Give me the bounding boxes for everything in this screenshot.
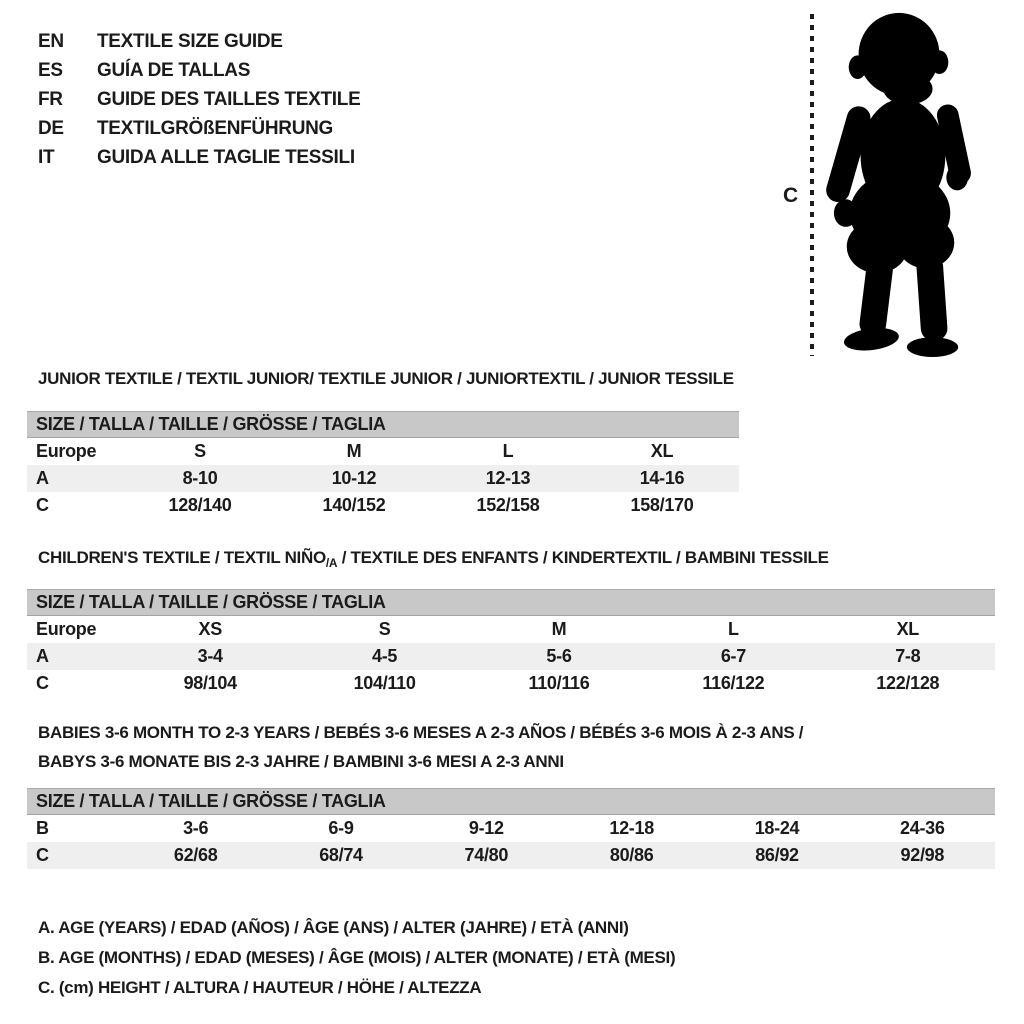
age-cell: 6-9 (328, 818, 354, 838)
note-b-age-months: B. AGE (MONTHS) / EDAD (MESES) / ÂGE (MOIS) / ALTER (MONATE) / ETÀ (MESI) (38, 948, 676, 967)
legend-notes (38, 913, 675, 1003)
row-label: Europe (36, 619, 97, 639)
children-table-header: SIZE / TALLA / TAILLE / GRÖSSE / TAGLIA (27, 589, 995, 616)
lang-title: GUIDE DES TAILLES TEXTILE (97, 88, 361, 110)
height-cell: 86/92 (755, 845, 799, 865)
children-size-table (27, 589, 995, 697)
height-cell: 80/86 (609, 845, 654, 865)
lang-title: GUÍA DE TALLAS (97, 59, 251, 81)
age-cell: 5-6 (546, 646, 572, 666)
table-row-height-cm (27, 670, 995, 697)
babies-title-line1: BABIES 3-6 MONTH TO 2-3 YEARS / BEBÉS 3-6 MESES A 2-3 AÑOS / BÉBÉS 3-6 MOIS À 2-3 ANS / (38, 723, 804, 742)
row-label: C (36, 673, 49, 693)
age-cell: 24-36 (900, 818, 945, 838)
age-cell: 14-16 (639, 468, 685, 488)
lang-title: TEXTILGRÖßENFÜHRUNG (97, 117, 334, 139)
lang-row-en (38, 27, 360, 56)
row-label: A (36, 646, 49, 666)
size-cell: L (728, 619, 739, 639)
lang-code: IT (38, 146, 55, 168)
age-cell: 10-12 (331, 468, 377, 488)
lang-code: EN (38, 30, 64, 52)
age-cell: 18-24 (754, 818, 800, 838)
table-row-age-months (27, 815, 995, 842)
height-cell: 68/74 (319, 845, 363, 865)
lang-code: ES (38, 59, 63, 81)
height-cell: 92/98 (900, 845, 945, 865)
height-cell: 122/128 (876, 673, 940, 693)
age-cell: 7-8 (895, 646, 921, 666)
height-measure-dotted-line (810, 14, 814, 356)
babies-table-header: SIZE / TALLA / TAILLE / GRÖSSE / TAGLIA (27, 788, 995, 815)
row-label: C (36, 845, 49, 865)
age-cell: 8-10 (182, 468, 218, 488)
babies-size-table (27, 788, 995, 869)
table-row-height-cm (27, 842, 995, 869)
table-row-age-years (27, 643, 995, 670)
height-cell: 128/140 (168, 495, 232, 515)
height-cell: 62/68 (173, 845, 218, 865)
babies-section-title (38, 718, 803, 776)
height-measure-label: C (783, 184, 799, 207)
age-cell: 12-13 (485, 468, 531, 488)
children-section-title (38, 548, 829, 570)
children-title-pre: CHILDREN'S TEXTILE / TEXTIL NIÑO (38, 548, 326, 567)
size-cell: S (378, 619, 391, 639)
height-cell: 74/80 (464, 845, 509, 865)
children-title-post: / TEXTILE DES ENFANTS / KINDERTEXTIL / BAMBINI TESSILE (337, 548, 829, 567)
age-cell: 3-6 (183, 818, 209, 838)
height-cell: 104/110 (353, 673, 416, 693)
table-row-europe (27, 438, 739, 465)
lang-row-es (38, 56, 360, 85)
lang-title: TEXTILE SIZE GUIDE (97, 30, 283, 52)
age-cell: 3-4 (197, 646, 223, 666)
size-cell: XS (198, 619, 222, 639)
language-title-list (38, 27, 360, 172)
size-cell: S (194, 441, 206, 461)
height-cell: 98/104 (183, 673, 237, 693)
height-cell: 110/116 (528, 673, 590, 693)
lang-code: DE (38, 117, 64, 139)
lang-row-de (38, 114, 360, 143)
size-cell: M (346, 441, 362, 461)
junior-table-header: SIZE / TALLA / TAILLE / GRÖSSE / TAGLIA (27, 411, 739, 438)
table-row-height-cm (27, 492, 739, 519)
lang-code: FR (38, 88, 63, 110)
size-cell: M (551, 619, 567, 639)
size-cell: XL (650, 441, 674, 461)
size-cell: XL (896, 619, 919, 639)
age-cell: 4-5 (372, 646, 398, 666)
height-cell: 140/152 (322, 495, 386, 515)
table-row-europe (27, 616, 995, 643)
toddler-silhouette-icon (821, 8, 979, 358)
children-title-subscript: /A (325, 556, 338, 570)
note-c-height-cm: C. (cm) HEIGHT / ALTURA / HAUTEUR / HÖHE / ALTEZZA (38, 978, 482, 997)
age-cell: 12-18 (609, 818, 654, 838)
note-a-age-years: A. AGE (YEARS) / EDAD (AÑOS) / ÂGE (ANS) / ALTER (JAHRE) / ETÀ (ANNI) (38, 918, 629, 937)
height-cell: 152/158 (476, 495, 540, 515)
table-row-age-years (27, 465, 739, 492)
lang-row-it (38, 143, 360, 172)
row-label: A (36, 468, 49, 488)
junior-section-title: JUNIOR TEXTILE / TEXTIL JUNIOR/ TEXTILE JUNIOR / JUNIORTEXTIL / JUNIOR TESSILE (38, 369, 734, 388)
row-label: B (36, 818, 49, 838)
row-label: C (36, 495, 49, 515)
lang-row-fr (38, 85, 360, 114)
row-label: Europe (36, 441, 97, 461)
age-cell: 6-7 (720, 646, 746, 666)
age-cell: 9-12 (468, 818, 504, 838)
babies-title-line2: BABYS 3-6 MONATE BIS 2-3 JAHRE / BAMBINI 3-6 MESI A 2-3 ANNI (38, 752, 564, 771)
height-cell: 116/122 (702, 673, 765, 693)
junior-size-table (27, 411, 739, 519)
lang-title: GUIDA ALLE TAGLIE TESSILI (97, 146, 355, 168)
size-cell: L (502, 441, 514, 461)
height-cell: 158/170 (630, 495, 694, 515)
